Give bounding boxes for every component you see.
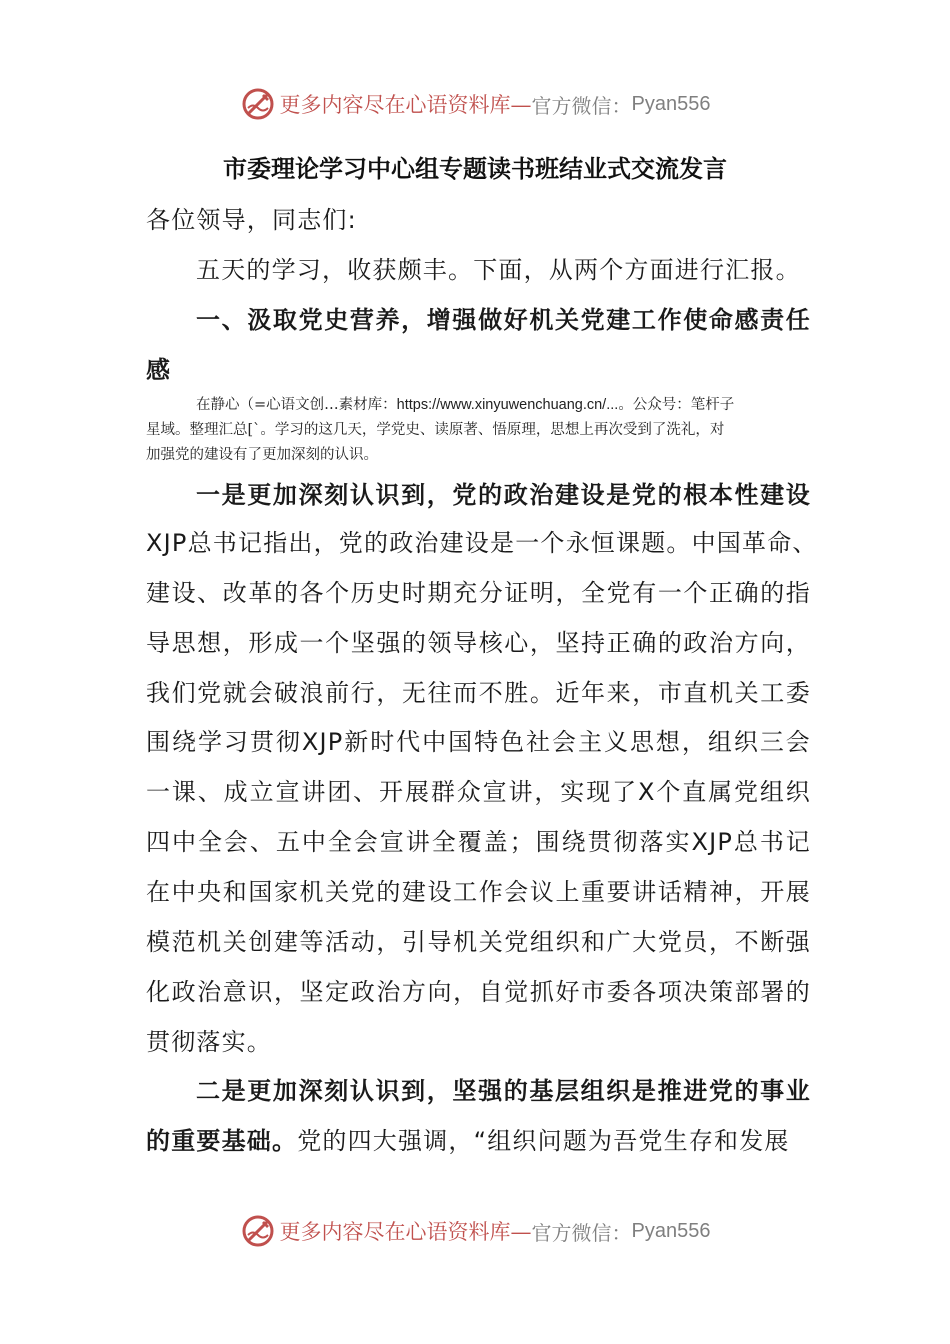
notice-line3: 加强党的建设有了更加深刻的认识。 xyxy=(146,447,378,463)
intro-paragraph: 五天的学习，收获颇丰。下面，从两个方面进行汇报。 xyxy=(196,256,801,284)
point1-line: 模范机关创建等活动，引导机关党组织和广大党员，不断强 xyxy=(146,928,811,956)
point1-heading: 一是更加深刻认识到，党的政治建设是党的根本性建设 xyxy=(196,480,811,509)
banner-wechat-label: 官方微信： xyxy=(531,93,632,118)
point1-line: 我们党就会破浪前行，无往而不胜。近年来，市直机关工委 xyxy=(146,679,811,707)
point2-heading-line1: 二是更加深刻认识到，坚强的基层组织是推进党的事业 xyxy=(196,1076,811,1105)
point1-line: 建设、改革的各个历史时期充分证明，全党有一个正确的指 xyxy=(146,579,811,607)
point1-line: 导思想，形成一个坚强的领导核心，坚持正确的政治方向， xyxy=(146,629,811,657)
notice-line2: 星域。整理汇总[`。学习的这几天，学党史、读原著、悟原理，思想上再次受到了洗礼，对 xyxy=(146,422,725,438)
point1-line: 化政治意识，坚定政治方向，自觉抓好市委各项决策部署的 xyxy=(146,978,811,1006)
section1-heading-line2: 感 xyxy=(146,356,172,384)
point1-line: 围绕学习贯彻XJP新时代中国特色社会主义思想，组织三会 xyxy=(146,728,811,756)
point1-line: 贯彻落实。 xyxy=(146,1028,272,1056)
salutation: 各位领导，同志们: xyxy=(146,206,357,234)
point2-text: 党的四大强调，“组织问题为吾党生存和发展 xyxy=(297,1127,790,1155)
pen-logo-icon xyxy=(240,1213,276,1249)
notice-url: https://www.xinyuwenchuang.cn/... xyxy=(396,397,619,413)
banner-wechat-label: 官方微信： xyxy=(531,1220,632,1245)
point1-line: 一课、成立宣讲团、开展群众宣讲，实现了X个直属党组织 xyxy=(146,778,811,806)
document-title: 市委理论学习中心组专题读书班结业式交流发言 xyxy=(223,154,727,183)
banner-wechat-id: Pyan556 xyxy=(631,1219,711,1242)
footer-watermark-banner xyxy=(0,1211,950,1251)
banner-wechat-id: Pyan556 xyxy=(631,92,711,115)
notice-line1-a: 在静心（=心语文创…素材库： xyxy=(196,397,397,413)
section1-heading-line1: 一、汲取党史营养，增强做好机关党建工作使命感责任 xyxy=(196,306,811,334)
point1-line: 在中央和国家机关党的建设工作会议上重要讲话精神，开展 xyxy=(146,878,811,906)
point1-line: 四中全会、五中全会宣讲全覆盖；围绕贯彻落实XJP总书记 xyxy=(146,828,811,856)
banner-text: 更多内容尽在心语资料库— xyxy=(279,1220,532,1244)
header-watermark-banner xyxy=(0,84,950,124)
notice-line1-b: 。公众号：笔杆子 xyxy=(618,397,735,413)
point2-heading-line2 xyxy=(146,1126,811,1156)
banner-text: 更多内容尽在心语资料库— xyxy=(279,93,532,117)
pen-logo-icon xyxy=(240,86,276,122)
notice-line1 xyxy=(196,395,811,415)
point1-line: XJP总书记指出，党的政治建设是一个永恒课题。中国革命、 xyxy=(146,529,818,557)
point2-heading-bold: 的重要基础。 xyxy=(146,1126,298,1155)
